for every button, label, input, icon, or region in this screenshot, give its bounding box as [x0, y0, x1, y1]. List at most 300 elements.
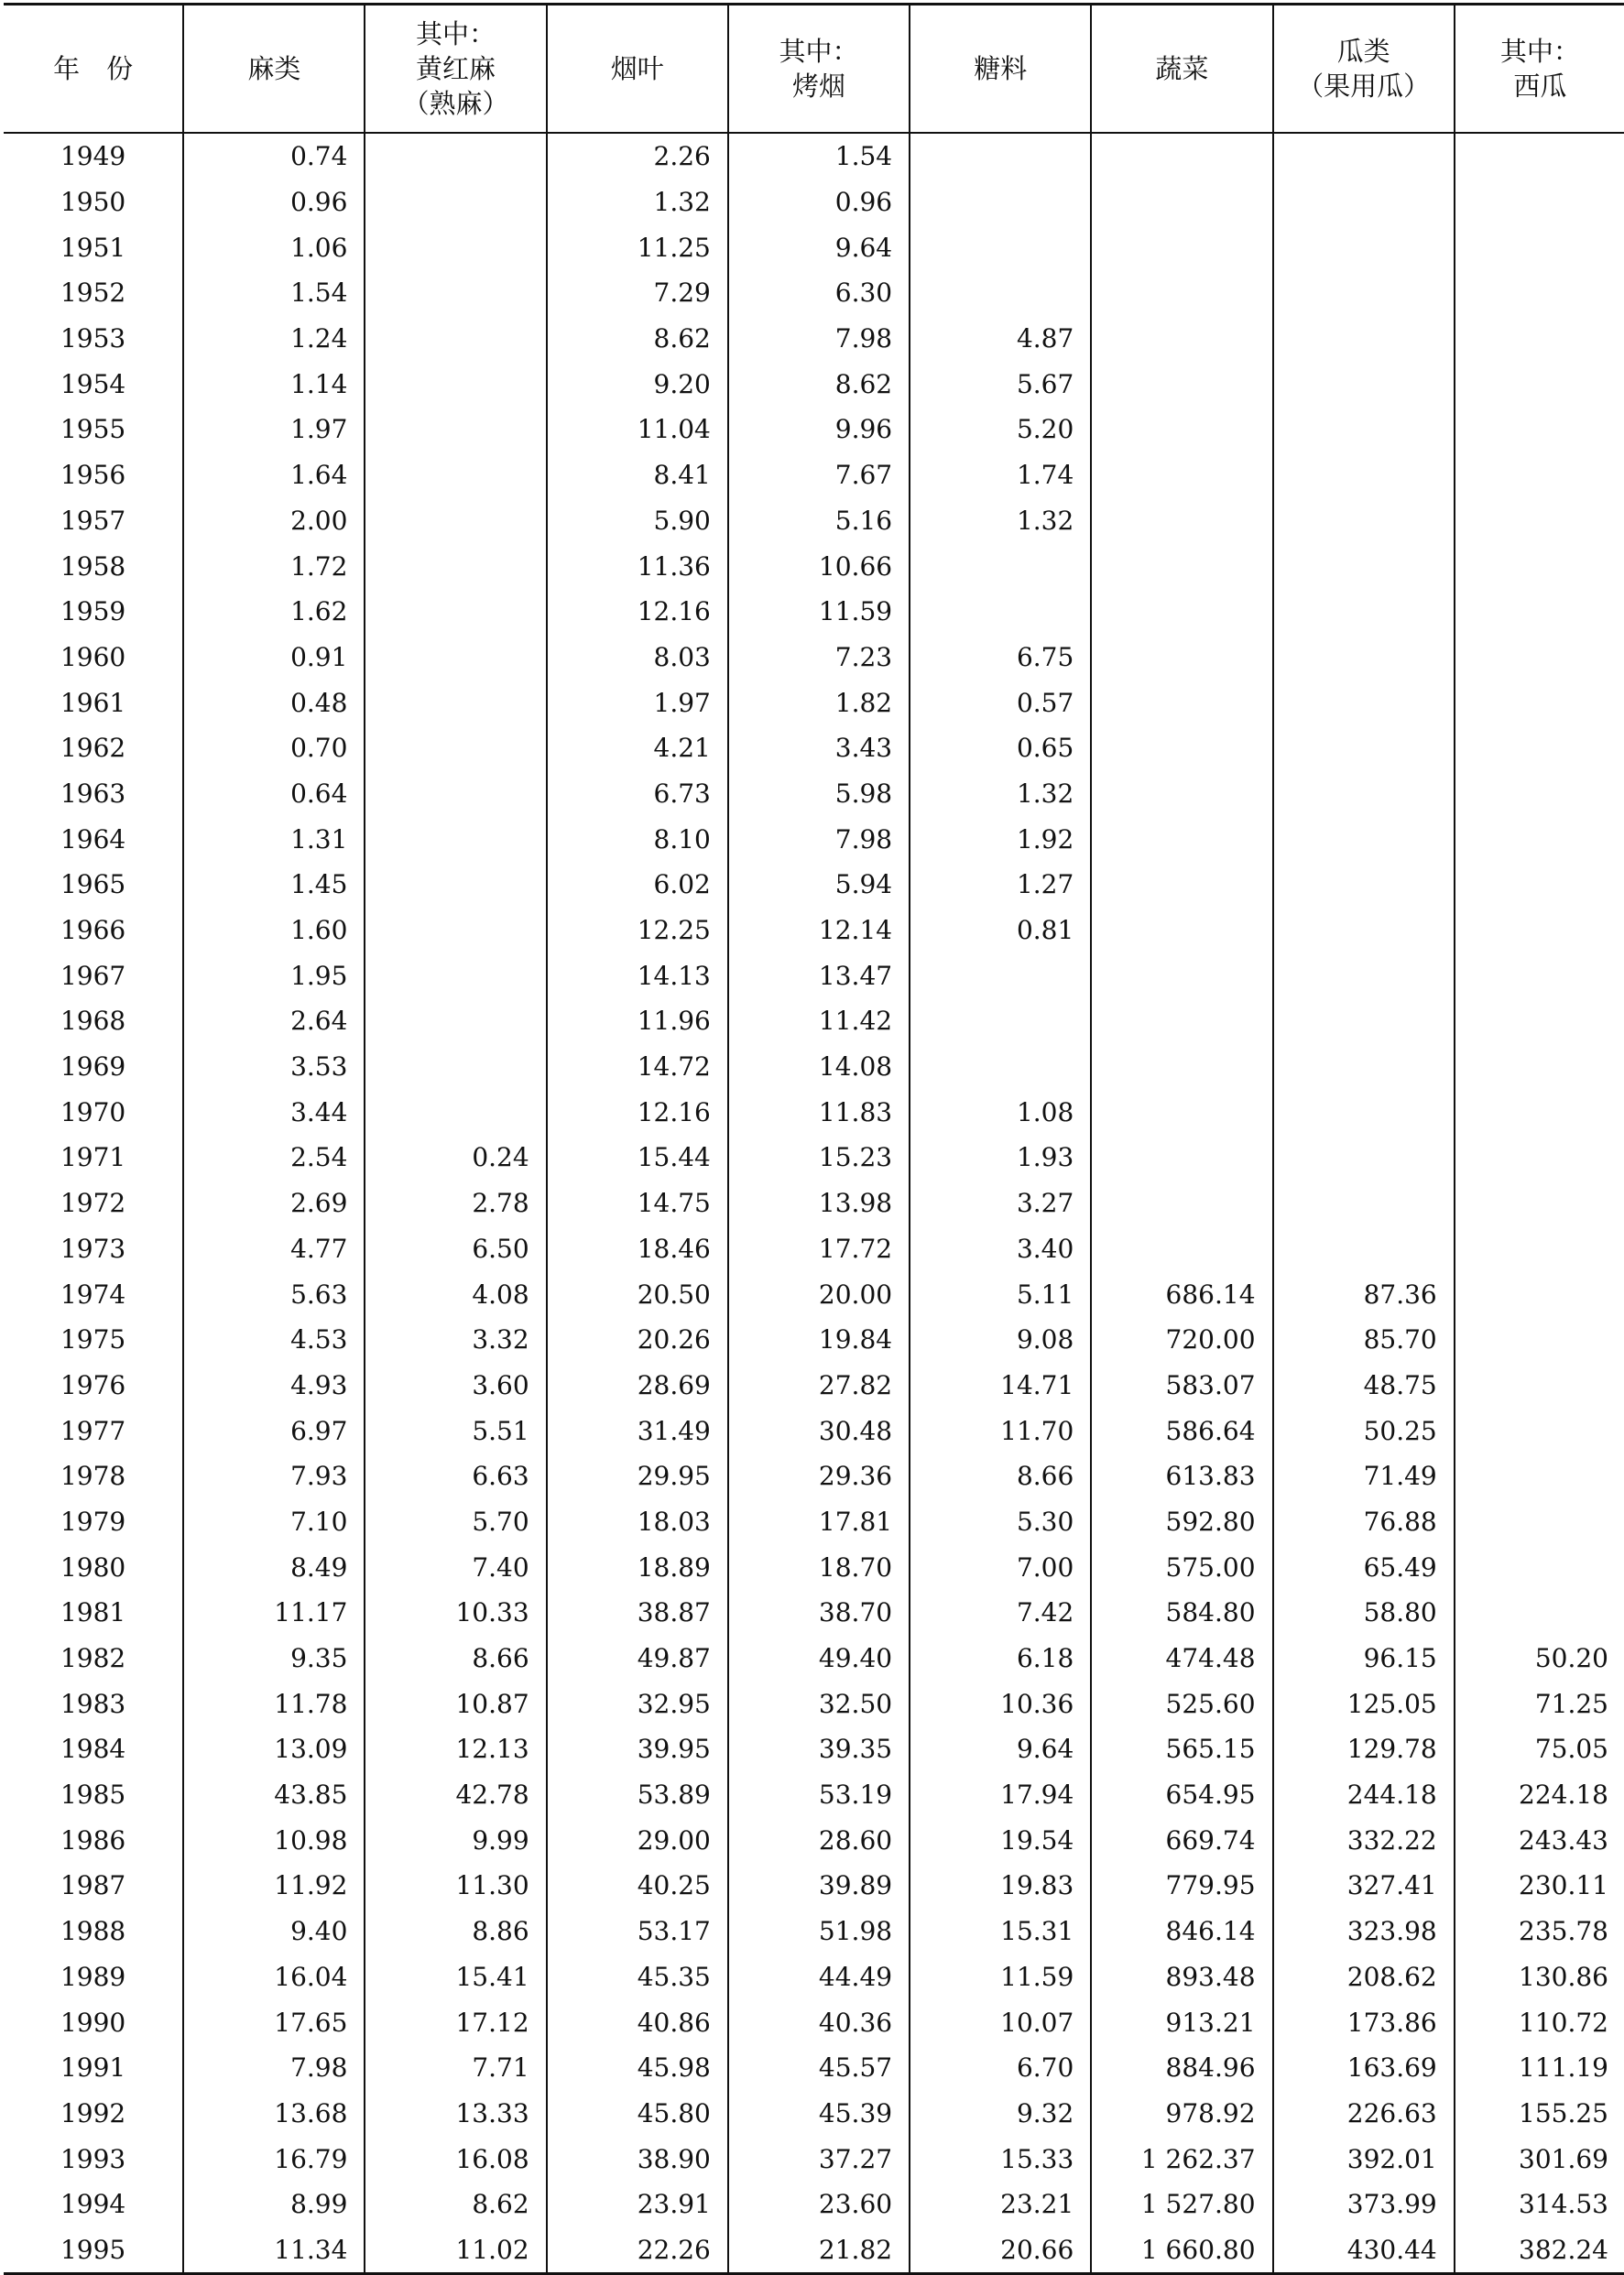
value-cell-tobacco: 31.49: [547, 1408, 728, 1453]
value-cell-hemp: 0.70: [183, 725, 365, 771]
value-cell-watermelon: [1455, 952, 1624, 998]
value-cell-melons: 58.80: [1273, 1590, 1455, 1636]
value-cell-jute-kenaf: 12.13: [365, 1726, 546, 1772]
value-cell-sugar-crops: 0.57: [910, 680, 1091, 725]
value-cell-flue-cured-tobacco: 38.70: [728, 1590, 910, 1636]
value-cell-melons: [1273, 498, 1455, 544]
value-cell-watermelon: [1455, 361, 1624, 407]
column-header-line: 其中：: [779, 36, 859, 67]
value-cell-jute-kenaf: 0.24: [365, 1135, 546, 1181]
value-cell-sugar-crops: 20.66: [910, 2227, 1091, 2274]
year-cell: 1993: [60, 2143, 126, 2174]
value-cell-vegetables: [1091, 862, 1272, 908]
value-cell-vegetables: [1091, 133, 1272, 180]
value-cell-vegetables: 584.80: [1091, 1590, 1272, 1636]
value-cell-watermelon: 243.43: [1455, 1817, 1624, 1863]
value-cell-jute-kenaf: [365, 316, 546, 362]
value-cell-tobacco: 8.62: [547, 316, 728, 362]
value-cell-flue-cured-tobacco: 51.98: [728, 1909, 910, 1954]
value-cell-hemp: 1.31: [183, 816, 365, 862]
year-cell: 1985: [60, 1780, 126, 1811]
value-cell-melons: [1273, 1135, 1455, 1181]
year-cell: 1955: [60, 414, 126, 445]
value-cell-melons: [1273, 998, 1455, 1044]
value-cell-vegetables: 583.07: [1091, 1363, 1272, 1409]
value-cell-flue-cured-tobacco: 45.57: [728, 2045, 910, 2091]
year-cell: 1978: [60, 1461, 126, 1492]
value-cell-hemp: 4.93: [183, 1363, 365, 1409]
value-cell-melons: [1273, 816, 1455, 862]
value-cell-hemp: 7.98: [183, 2045, 365, 2091]
value-cell-tobacco: 20.26: [547, 1317, 728, 1363]
value-cell-hemp: 1.95: [183, 952, 365, 998]
value-cell-flue-cured-tobacco: 17.72: [728, 1226, 910, 1272]
value-cell-tobacco: 40.86: [547, 1999, 728, 2045]
value-cell-melons: [1273, 180, 1455, 225]
value-cell-flue-cured-tobacco: 53.19: [728, 1772, 910, 1818]
table-row: [4, 1044, 1624, 1090]
year-cell: 1966: [60, 915, 126, 946]
column-header-line: 麻类: [247, 53, 301, 84]
value-cell-flue-cured-tobacco: 1.82: [728, 680, 910, 725]
value-cell-tobacco: 29.95: [547, 1453, 728, 1499]
table-row: [4, 1681, 1624, 1726]
value-cell-watermelon: 301.69: [1455, 2136, 1624, 2182]
value-cell-tobacco: 12.16: [547, 589, 728, 635]
value-cell-melons: 208.62: [1273, 1954, 1455, 2000]
value-cell-vegetables: 846.14: [1091, 1909, 1272, 1954]
value-cell-melons: [1273, 543, 1455, 589]
value-cell-tobacco: 38.90: [547, 2136, 728, 2182]
value-cell-flue-cured-tobacco: 44.49: [728, 1954, 910, 2000]
value-cell-flue-cured-tobacco: 39.35: [728, 1726, 910, 1772]
value-cell-melons: [1273, 1226, 1455, 1272]
year-cell: 1965: [60, 869, 126, 900]
value-cell-vegetables: [1091, 180, 1272, 225]
value-cell-vegetables: [1091, 771, 1272, 817]
value-cell-vegetables: [1091, 1089, 1272, 1135]
year-cell: 1995: [60, 2234, 126, 2265]
value-cell-melons: [1273, 680, 1455, 725]
year-cell: 1959: [60, 596, 126, 627]
value-cell-flue-cured-tobacco: 7.23: [728, 635, 910, 680]
value-cell-tobacco: 1.97: [547, 680, 728, 725]
value-cell-tobacco: 45.35: [547, 1954, 728, 2000]
table-row: [4, 452, 1624, 498]
value-cell-flue-cured-tobacco: 0.96: [728, 180, 910, 225]
table-row: [4, 1271, 1624, 1317]
table-row: [4, 1817, 1624, 1863]
value-cell-tobacco: 1.32: [547, 180, 728, 225]
table-row: [4, 2227, 1624, 2274]
year-cell: 1974: [60, 1279, 126, 1310]
value-cell-jute-kenaf: [365, 589, 546, 635]
table-row: [4, 998, 1624, 1044]
value-cell-watermelon: 224.18: [1455, 1772, 1624, 1818]
value-cell-vegetables: [1091, 224, 1272, 270]
value-cell-watermelon: [1455, 498, 1624, 544]
value-cell-sugar-crops: 8.66: [910, 1453, 1091, 1499]
value-cell-vegetables: [1091, 952, 1272, 998]
value-cell-flue-cured-tobacco: 21.82: [728, 2227, 910, 2274]
column-header-sugar-crops: [910, 5, 1091, 134]
table-row: [4, 589, 1624, 635]
value-cell-watermelon: [1455, 725, 1624, 771]
value-cell-melons: 129.78: [1273, 1726, 1455, 1772]
value-cell-vegetables: 525.60: [1091, 1681, 1272, 1726]
table-row: [4, 361, 1624, 407]
value-cell-vegetables: [1091, 1181, 1272, 1226]
value-cell-flue-cured-tobacco: 19.84: [728, 1317, 910, 1363]
value-cell-sugar-crops: 6.75: [910, 635, 1091, 680]
value-cell-jute-kenaf: [365, 498, 546, 544]
table-row: [4, 1772, 1624, 1818]
value-cell-sugar-crops: 9.64: [910, 1726, 1091, 1772]
value-cell-flue-cured-tobacco: 5.16: [728, 498, 910, 544]
value-cell-watermelon: [1455, 1226, 1624, 1272]
value-cell-melons: 327.41: [1273, 1863, 1455, 1909]
value-cell-melons: 48.75: [1273, 1363, 1455, 1409]
value-cell-flue-cured-tobacco: 13.47: [728, 952, 910, 998]
value-cell-melons: 87.36: [1273, 1271, 1455, 1317]
value-cell-watermelon: [1455, 270, 1624, 316]
table-row: [4, 1499, 1624, 1545]
column-header-flue-cured-tobacco: [728, 5, 910, 134]
value-cell-watermelon: [1455, 771, 1624, 817]
value-cell-watermelon: 111.19: [1455, 2045, 1624, 2091]
year-cell: 1954: [60, 368, 126, 399]
value-cell-hemp: 13.68: [183, 2091, 365, 2137]
value-cell-sugar-crops: 14.71: [910, 1363, 1091, 1409]
year-cell: 1969: [60, 1051, 126, 1083]
table-row: [4, 1954, 1624, 2000]
value-cell-tobacco: 18.46: [547, 1226, 728, 1272]
value-cell-hemp: 1.54: [183, 270, 365, 316]
value-cell-tobacco: 53.89: [547, 1772, 728, 1818]
value-cell-watermelon: [1455, 635, 1624, 680]
value-cell-jute-kenaf: 9.99: [365, 1817, 546, 1863]
value-cell-hemp: 3.44: [183, 1089, 365, 1135]
table-row: [4, 680, 1624, 725]
value-cell-jute-kenaf: 17.12: [365, 1999, 546, 2045]
value-cell-melons: [1273, 771, 1455, 817]
year-cell: 1982: [60, 1643, 126, 1674]
value-cell-tobacco: 6.02: [547, 862, 728, 908]
value-cell-watermelon: 50.20: [1455, 1636, 1624, 1682]
value-cell-flue-cured-tobacco: 49.40: [728, 1636, 910, 1682]
value-cell-tobacco: 38.87: [547, 1590, 728, 1636]
value-cell-hemp: 8.99: [183, 2182, 365, 2227]
year-cell: 1960: [60, 641, 126, 672]
year-cell: 1986: [60, 1824, 126, 1856]
year-cell: 1987: [60, 1870, 126, 1901]
value-cell-watermelon: [1455, 1135, 1624, 1181]
table-row: [4, 2045, 1624, 2091]
value-cell-jute-kenaf: 11.02: [365, 2227, 546, 2274]
table-row: [4, 316, 1624, 362]
value-cell-sugar-crops: 0.65: [910, 725, 1091, 771]
value-cell-sugar-crops: 9.32: [910, 2091, 1091, 2137]
value-cell-jute-kenaf: [365, 998, 546, 1044]
value-cell-hemp: 1.14: [183, 361, 365, 407]
year-cell: 1983: [60, 1688, 126, 1719]
value-cell-hemp: 16.04: [183, 1954, 365, 2000]
value-cell-jute-kenaf: [365, 771, 546, 817]
value-cell-tobacco: 32.95: [547, 1681, 728, 1726]
value-cell-watermelon: [1455, 543, 1624, 589]
value-cell-vegetables: [1091, 908, 1272, 953]
value-cell-hemp: 7.93: [183, 1453, 365, 1499]
value-cell-melons: [1273, 1181, 1455, 1226]
value-cell-jute-kenaf: [365, 680, 546, 725]
value-cell-tobacco: 40.25: [547, 1863, 728, 1909]
value-cell-hemp: 9.40: [183, 1909, 365, 1954]
value-cell-flue-cured-tobacco: 20.00: [728, 1271, 910, 1317]
table-row: [4, 407, 1624, 452]
value-cell-melons: 392.01: [1273, 2136, 1455, 2182]
value-cell-hemp: 17.65: [183, 1999, 365, 2045]
table-row: [4, 1636, 1624, 1682]
value-cell-flue-cured-tobacco: 27.82: [728, 1363, 910, 1409]
value-cell-tobacco: 4.21: [547, 725, 728, 771]
value-cell-jute-kenaf: 15.41: [365, 1954, 546, 2000]
value-cell-vegetables: 575.00: [1091, 1544, 1272, 1590]
value-cell-melons: [1273, 316, 1455, 362]
table-row: [4, 1408, 1624, 1453]
value-cell-hemp: 13.09: [183, 1726, 365, 1772]
value-cell-watermelon: [1455, 589, 1624, 635]
column-header-year: [4, 5, 183, 134]
value-cell-melons: [1273, 952, 1455, 998]
table-row: [4, 862, 1624, 908]
value-cell-melons: [1273, 270, 1455, 316]
value-cell-hemp: 1.64: [183, 452, 365, 498]
value-cell-vegetables: [1091, 816, 1272, 862]
value-cell-melons: [1273, 361, 1455, 407]
year-cell: 1952: [60, 278, 126, 309]
value-cell-sugar-crops: 1.27: [910, 862, 1091, 908]
value-cell-tobacco: 11.36: [547, 543, 728, 589]
value-cell-tobacco: 23.91: [547, 2182, 728, 2227]
value-cell-tobacco: 29.00: [547, 1817, 728, 1863]
value-cell-sugar-crops: 15.31: [910, 1909, 1091, 1954]
year-cell: 1972: [60, 1188, 126, 1219]
year-cell: 1970: [60, 1096, 126, 1127]
value-cell-hemp: 5.63: [183, 1271, 365, 1317]
value-cell-melons: [1273, 635, 1455, 680]
value-cell-hemp: 1.97: [183, 407, 365, 452]
value-cell-jute-kenaf: 6.50: [365, 1226, 546, 1272]
value-cell-vegetables: 1 262.37: [1091, 2136, 1272, 2182]
value-cell-sugar-crops: 3.27: [910, 1181, 1091, 1226]
value-cell-vegetables: 1 660.80: [1091, 2227, 1272, 2274]
value-cell-watermelon: [1455, 1363, 1624, 1409]
value-cell-watermelon: 110.72: [1455, 1999, 1624, 2045]
value-cell-vegetables: 592.80: [1091, 1499, 1272, 1545]
value-cell-vegetables: 686.14: [1091, 1271, 1272, 1317]
value-cell-sugar-crops: 1.93: [910, 1135, 1091, 1181]
value-cell-watermelon: 235.78: [1455, 1909, 1624, 1954]
value-cell-flue-cured-tobacco: 5.94: [728, 862, 910, 908]
value-cell-vegetables: [1091, 270, 1272, 316]
table-row: [4, 1863, 1624, 1909]
value-cell-tobacco: 18.89: [547, 1544, 728, 1590]
value-cell-tobacco: 18.03: [547, 1499, 728, 1545]
value-cell-hemp: 11.17: [183, 1590, 365, 1636]
value-cell-jute-kenaf: 2.78: [365, 1181, 546, 1226]
value-cell-sugar-crops: 4.87: [910, 316, 1091, 362]
value-cell-sugar-crops: 1.74: [910, 452, 1091, 498]
value-cell-jute-kenaf: [365, 1044, 546, 1090]
value-cell-tobacco: 8.03: [547, 635, 728, 680]
value-cell-hemp: 8.49: [183, 1544, 365, 1590]
value-cell-tobacco: 6.73: [547, 771, 728, 817]
value-cell-melons: 244.18: [1273, 1772, 1455, 1818]
value-cell-jute-kenaf: 42.78: [365, 1772, 546, 1818]
value-cell-melons: 71.49: [1273, 1453, 1455, 1499]
value-cell-watermelon: [1455, 316, 1624, 362]
value-cell-hemp: 11.78: [183, 1681, 365, 1726]
value-cell-vegetables: [1091, 1226, 1272, 1272]
value-cell-vegetables: [1091, 543, 1272, 589]
value-cell-sugar-crops: [910, 1044, 1091, 1090]
value-cell-tobacco: 8.10: [547, 816, 728, 862]
value-cell-sugar-crops: 19.54: [910, 1817, 1091, 1863]
value-cell-melons: 85.70: [1273, 1317, 1455, 1363]
value-cell-jute-kenaf: 16.08: [365, 2136, 546, 2182]
value-cell-jute-kenaf: 7.40: [365, 1544, 546, 1590]
value-cell-hemp: 0.64: [183, 771, 365, 817]
value-cell-flue-cured-tobacco: 14.08: [728, 1044, 910, 1090]
value-cell-sugar-crops: [910, 998, 1091, 1044]
year-cell: 1961: [60, 687, 126, 718]
value-cell-sugar-crops: [910, 133, 1091, 180]
table-row: [4, 1544, 1624, 1590]
column-header-line: 糖料: [974, 53, 1028, 84]
value-cell-watermelon: [1455, 1590, 1624, 1636]
value-cell-flue-cured-tobacco: 7.98: [728, 816, 910, 862]
value-cell-flue-cured-tobacco: 28.60: [728, 1817, 910, 1863]
year-cell: 1964: [60, 823, 126, 854]
year-cell: 1967: [60, 960, 126, 991]
value-cell-flue-cured-tobacco: 7.67: [728, 452, 910, 498]
value-cell-sugar-crops: 1.32: [910, 498, 1091, 544]
value-cell-sugar-crops: 0.81: [910, 908, 1091, 953]
year-cell: 1992: [60, 2097, 126, 2128]
column-header-line: 烤烟: [791, 71, 845, 102]
value-cell-hemp: 16.79: [183, 2136, 365, 2182]
value-cell-jute-kenaf: 5.51: [365, 1408, 546, 1453]
value-cell-jute-kenaf: [365, 133, 546, 180]
value-cell-flue-cured-tobacco: 15.23: [728, 1135, 910, 1181]
value-cell-flue-cured-tobacco: 7.98: [728, 316, 910, 362]
value-cell-vegetables: [1091, 452, 1272, 498]
year-cell: 1980: [60, 1551, 126, 1583]
value-cell-flue-cured-tobacco: 17.81: [728, 1499, 910, 1545]
value-cell-watermelon: 314.53: [1455, 2182, 1624, 2227]
table-row: [4, 1135, 1624, 1181]
value-cell-tobacco: 5.90: [547, 498, 728, 544]
value-cell-vegetables: 913.21: [1091, 1999, 1272, 2045]
value-cell-melons: [1273, 1089, 1455, 1135]
value-cell-watermelon: [1455, 1408, 1624, 1453]
value-cell-jute-kenaf: 13.33: [365, 2091, 546, 2137]
value-cell-watermelon: [1455, 1271, 1624, 1317]
value-cell-watermelon: [1455, 1499, 1624, 1545]
value-cell-melons: [1273, 224, 1455, 270]
column-header-line: （熟麻）: [402, 88, 509, 119]
value-cell-sugar-crops: [910, 270, 1091, 316]
value-cell-vegetables: [1091, 498, 1272, 544]
value-cell-watermelon: [1455, 998, 1624, 1044]
value-cell-melons: 65.49: [1273, 1544, 1455, 1590]
year-cell: 1951: [60, 232, 126, 263]
table-row: [4, 270, 1624, 316]
table-row: [4, 1181, 1624, 1226]
value-cell-vegetables: [1091, 725, 1272, 771]
value-cell-tobacco: 22.26: [547, 2227, 728, 2274]
value-cell-hemp: 2.54: [183, 1135, 365, 1181]
table-header-row: [4, 5, 1624, 134]
value-cell-sugar-crops: [910, 589, 1091, 635]
value-cell-hemp: 6.97: [183, 1408, 365, 1453]
value-cell-sugar-crops: 1.92: [910, 816, 1091, 862]
value-cell-vegetables: [1091, 1044, 1272, 1090]
value-cell-melons: 332.22: [1273, 1817, 1455, 1863]
value-cell-sugar-crops: 6.70: [910, 2045, 1091, 2091]
value-cell-flue-cured-tobacco: 13.98: [728, 1181, 910, 1226]
table-row: [4, 1590, 1624, 1636]
value-cell-tobacco: 11.04: [547, 407, 728, 452]
value-cell-hemp: 1.45: [183, 862, 365, 908]
value-cell-hemp: 43.85: [183, 1772, 365, 1818]
value-cell-jute-kenaf: [365, 224, 546, 270]
value-cell-tobacco: 39.95: [547, 1726, 728, 1772]
value-cell-jute-kenaf: 6.63: [365, 1453, 546, 1499]
value-cell-melons: 125.05: [1273, 1681, 1455, 1726]
value-cell-sugar-crops: 15.33: [910, 2136, 1091, 2182]
value-cell-vegetables: 779.95: [1091, 1863, 1272, 1909]
column-header-line: 西瓜: [1513, 71, 1567, 102]
year-cell: 1975: [60, 1324, 126, 1355]
value-cell-hemp: 0.96: [183, 180, 365, 225]
value-cell-watermelon: 71.25: [1455, 1681, 1624, 1726]
column-header-line: （果用瓜）: [1297, 71, 1431, 102]
value-cell-vegetables: 893.48: [1091, 1954, 1272, 2000]
year-cell: 1957: [60, 505, 126, 536]
value-cell-melons: 323.98: [1273, 1909, 1455, 1954]
value-cell-flue-cured-tobacco: 11.59: [728, 589, 910, 635]
value-cell-jute-kenaf: [365, 452, 546, 498]
table-row: [4, 1226, 1624, 1272]
value-cell-sugar-crops: 9.08: [910, 1317, 1091, 1363]
value-cell-flue-cured-tobacco: 6.30: [728, 270, 910, 316]
table-row: [4, 816, 1624, 862]
year-cell: 1988: [60, 1916, 126, 1947]
value-cell-vegetables: [1091, 680, 1272, 725]
value-cell-sugar-crops: 11.59: [910, 1954, 1091, 2000]
value-cell-melons: 430.44: [1273, 2227, 1455, 2274]
value-cell-flue-cured-tobacco: 11.42: [728, 998, 910, 1044]
value-cell-vegetables: 884.96: [1091, 2045, 1272, 2091]
value-cell-flue-cured-tobacco: 29.36: [728, 1453, 910, 1499]
year-cell: 1990: [60, 2007, 126, 2038]
column-header-tobacco: [547, 5, 728, 134]
value-cell-sugar-crops: [910, 224, 1091, 270]
value-cell-watermelon: [1455, 862, 1624, 908]
value-cell-hemp: 9.35: [183, 1636, 365, 1682]
year-cell: 1979: [60, 1506, 126, 1537]
